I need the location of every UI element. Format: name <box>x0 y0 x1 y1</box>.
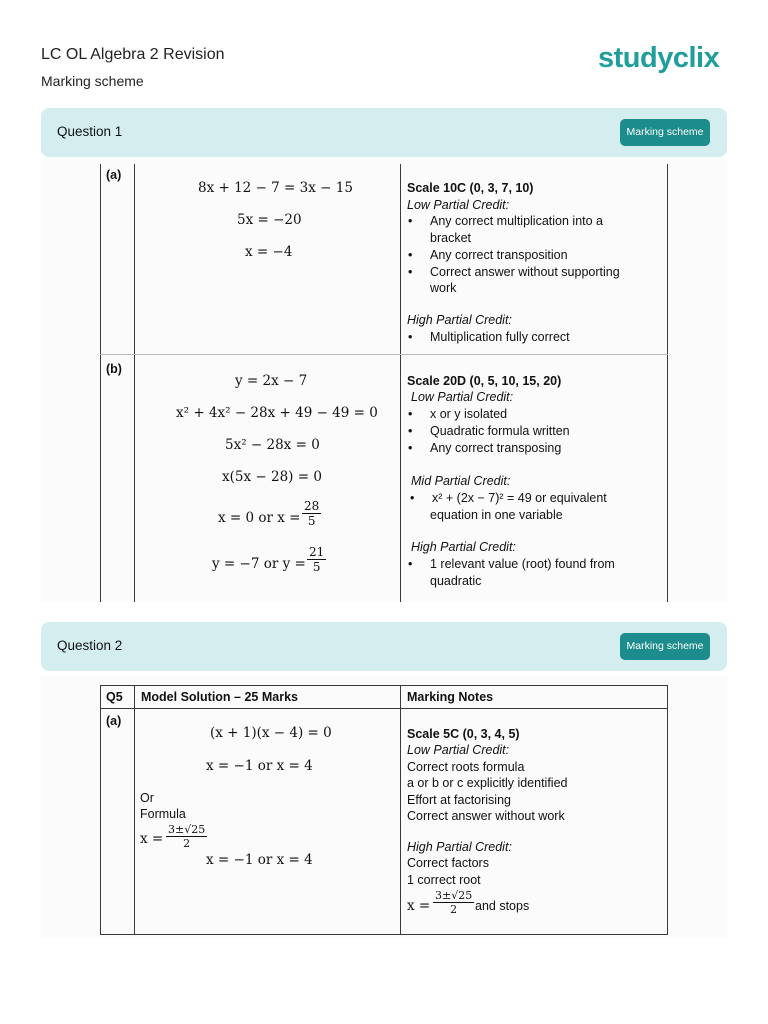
question-2-label: Question 2 <box>57 638 123 653</box>
question-1-label: Question 1 <box>57 124 123 139</box>
q1b-low-item: • x or y isolated <box>430 406 507 423</box>
q1a-high-heading: High Partial Credit: <box>407 313 512 327</box>
q1a-low-item-cont: work <box>430 281 457 295</box>
q1-part-a-label: (a) <box>106 168 122 182</box>
q2a-high-heading: High Partial Credit: <box>407 840 512 854</box>
q2a-or: Or <box>140 791 154 805</box>
fraction-numerator: 21 <box>309 545 325 559</box>
question-1-bar <box>41 108 727 157</box>
q1b-math-line: y = 2x − 7 <box>235 373 308 389</box>
q2-table-line <box>100 708 668 709</box>
q1b-low-item: • Any correct transposing <box>430 440 561 457</box>
q2-header-q5: Q5 <box>106 690 123 704</box>
q1a-high-item: • Multiplication fully correct <box>430 329 570 346</box>
fraction-denominator: 2 <box>450 903 458 916</box>
studyclix-logo[interactable]: studyclix <box>598 42 720 74</box>
q1b-mid-item-cont: equation in one variable <box>430 508 563 522</box>
q1b-math-line: 5x² − 28x = 0 <box>225 437 320 453</box>
fraction-denominator: 5 <box>312 560 321 574</box>
fraction-numerator: 3±√25 <box>168 823 206 836</box>
q2a-x-equals: x = <box>140 831 164 847</box>
fraction-numerator: 3±√25 <box>435 889 473 902</box>
q1-table-line <box>667 164 668 602</box>
q1a-low-item-cont: bracket <box>430 231 471 245</box>
q2a-high-item: Correct factors <box>407 856 489 870</box>
q2-table-line <box>134 685 135 935</box>
q1b-high-heading: High Partial Credit: <box>411 540 516 554</box>
q1b-math-line: x(5x − 28) = 0 <box>222 469 322 485</box>
q2-marking-scheme-button[interactable]: Marking scheme <box>620 633 710 660</box>
q1-scan-region <box>41 160 727 602</box>
q1b-fraction <box>307 545 326 574</box>
q1-marking-scheme-button[interactable]: Marking scheme <box>620 119 710 146</box>
q1-table-line <box>400 164 401 602</box>
q1b-math-line: y = −7 or y = <box>212 556 306 572</box>
q1a-low-item: • Any correct multiplication into a <box>430 213 603 230</box>
q2a-scale: Scale 5C (0, 3, 4, 5) <box>407 727 520 741</box>
q2a-high-item: 1 correct root <box>407 873 481 887</box>
q1b-math-line: x = 0 or x = <box>218 510 301 526</box>
q2a-low-heading: Low Partial Credit: <box>407 743 510 757</box>
q1a-math-line: 8x + 12 − 7 = 3x − 15 <box>198 180 353 196</box>
q1-table-line <box>100 164 101 602</box>
q1b-scale: Scale 20D (0, 5, 10, 15, 20) <box>407 374 562 388</box>
q2-header-model-solution: Model Solution – 25 Marks <box>141 690 298 704</box>
q1-row-divider <box>100 354 668 355</box>
q2a-high-fraction <box>433 889 474 916</box>
q1a-scale: Scale 10C (0, 3, 7, 10) <box>407 181 534 195</box>
q2a-low-item: a or b or c explicitly identified <box>407 776 568 790</box>
q1b-low-heading: Low Partial Credit: <box>411 390 514 404</box>
question-2-bar <box>41 622 727 671</box>
q2-table-line <box>100 934 668 935</box>
q1a-math-line: x = −4 <box>245 244 293 260</box>
q2a-low-item: Correct answer without work <box>407 809 565 823</box>
q2a-math-line: x = −1 or x = 4 <box>206 852 313 868</box>
q1a-math-line: 5x = −20 <box>237 212 302 228</box>
fraction-denominator: 5 <box>307 514 316 528</box>
q2a-fraction <box>166 823 207 850</box>
q2-table-line <box>667 685 668 935</box>
q2a-math-line: (x + 1)(x − 4) = 0 <box>210 725 332 741</box>
q1b-mid-item: • x² + (2x − 7)² = 49 or equivalent <box>432 490 607 507</box>
q2a-low-item: Correct roots formula <box>407 760 525 774</box>
q2-table-line <box>100 685 668 686</box>
q2a-high-x-equals: x = <box>407 898 431 914</box>
fraction-denominator: 2 <box>183 837 191 850</box>
q1b-low-item: • Quadratic formula written <box>430 423 570 440</box>
q1a-low-item: • Correct answer without supporting <box>430 264 620 281</box>
q2-part-a-label: (a) <box>106 714 122 728</box>
q2a-low-item: Effort at factorising <box>407 793 511 807</box>
q1b-high-item-cont: quadratic <box>430 574 482 588</box>
q1b-high-item: • 1 relevant value (root) found from <box>430 556 615 573</box>
q1b-mid-heading: Mid Partial Credit: <box>411 474 511 488</box>
q2-table-line <box>100 685 101 935</box>
fraction-numerator: 28 <box>304 499 320 513</box>
q2a-and-stops: and stops <box>475 899 530 913</box>
q1a-low-heading: Low Partial Credit: <box>407 198 510 212</box>
q1a-low-item: • Any correct transposition <box>430 247 568 264</box>
q2-table-line <box>400 685 401 935</box>
q1b-fraction <box>302 499 321 528</box>
q2-header-marking-notes: Marking Notes <box>407 690 494 704</box>
document-title: LC OL Algebra 2 Revision <box>41 46 225 63</box>
q2a-formula: Formula <box>140 807 186 821</box>
q1-table-line <box>134 164 135 602</box>
document-subtitle: Marking scheme <box>41 73 144 89</box>
q2a-math-line: x = −1 or x = 4 <box>206 758 313 774</box>
q1-part-b-label: (b) <box>106 362 122 376</box>
q1b-math-line: x² + 4x² − 28x + 49 − 49 = 0 <box>176 405 378 421</box>
